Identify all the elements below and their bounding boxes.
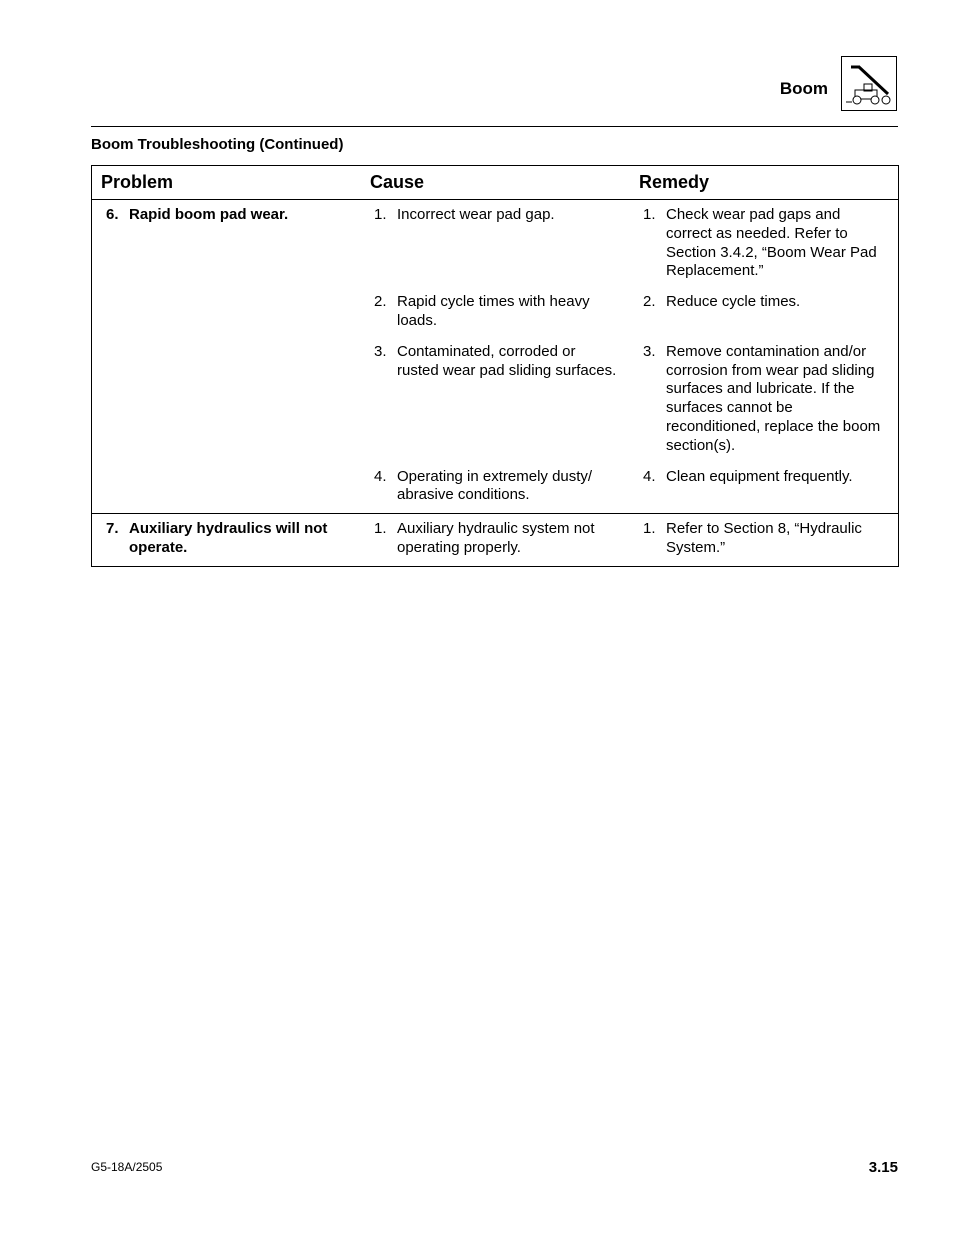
cause-text: Rapid cycle times with heavy loads. — [397, 293, 590, 329]
remedy-number: 4. — [643, 467, 656, 485]
problem-cell — [92, 206, 360, 505]
problem-cell — [92, 520, 360, 558]
cause-remedy-list — [360, 520, 898, 558]
remedy-text: Check wear pad gaps and correct as needed. Refer to Section 3.4.2, “Boom Wear Pad Replacement.” — [666, 206, 877, 280]
remedy-number: 1. — [643, 206, 656, 223]
telehandler-boom-icon — [841, 56, 897, 111]
cause-remedy-pair — [360, 343, 898, 456]
cause-text: Contaminated, corroded or rusted wear pad sliding surfaces. — [397, 342, 617, 379]
table-body — [92, 200, 898, 566]
cause-remedy-pair — [360, 468, 898, 506]
cause-number: 1. — [374, 520, 387, 538]
cause-item — [360, 343, 629, 456]
cause-remedy-pair — [360, 293, 898, 331]
remedy-text: Clean equipment frequently. — [666, 467, 853, 485]
cause-text: Operating in extremely dusty/ abrasive conditions. — [397, 467, 593, 504]
page-number: 3.15 — [868, 1159, 898, 1176]
cause-item — [360, 468, 629, 506]
page-title: Boom Troubleshooting (Continued) — [91, 136, 344, 153]
troubleshooting-table — [91, 165, 899, 567]
cause-number: 4. — [374, 467, 387, 485]
column-header-problem: Problem — [101, 172, 174, 192]
cause-text: Incorrect wear pad gap. — [397, 206, 555, 223]
table-header — [92, 166, 898, 200]
cause-number: 3. — [374, 342, 387, 360]
header-divider — [91, 126, 898, 127]
remedy-text: Remove contamination and/or corrosion from wear pad sliding surfaces and lubricate. If the surfaces cannot be reconditioned, replace the boom section(s). — [666, 342, 881, 454]
cause-item — [360, 293, 629, 331]
column-header-cause: Cause — [370, 172, 425, 192]
remedy-item — [629, 468, 898, 506]
remedy-item — [629, 206, 898, 281]
remedy-item — [629, 520, 898, 558]
cause-remedy-pair — [360, 206, 898, 281]
remedy-text: Reduce cycle times. — [666, 293, 801, 311]
remedy-number: 1. — [643, 520, 656, 538]
cause-number: 2. — [374, 293, 387, 311]
remedy-number: 2. — [643, 293, 656, 311]
table-row — [92, 514, 898, 566]
cause-number: 1. — [374, 206, 387, 223]
cause-item — [360, 520, 629, 558]
problem-text: Auxiliary hydraulics will not operate. — [129, 520, 328, 556]
document-id: G5-18A/2505 — [91, 1160, 163, 1174]
problem-text: Rapid boom pad wear. — [129, 206, 289, 223]
remedy-text: Refer to Section 8, “Hydraulic System.” — [666, 520, 862, 556]
cause-item — [360, 206, 629, 281]
column-header-remedy: Remedy — [639, 172, 710, 192]
cause-text: Auxiliary hydraulic system not operating properly. — [397, 520, 595, 556]
cause-remedy-list — [360, 206, 898, 505]
remedy-item — [629, 343, 898, 456]
cause-remedy-pair — [360, 520, 898, 558]
remedy-number: 3. — [643, 342, 656, 360]
problem-number: 6. — [106, 206, 119, 223]
table-row — [92, 200, 898, 514]
remedy-item — [629, 293, 898, 331]
section-title: Boom — [779, 79, 828, 98]
problem-number: 7. — [106, 520, 119, 538]
